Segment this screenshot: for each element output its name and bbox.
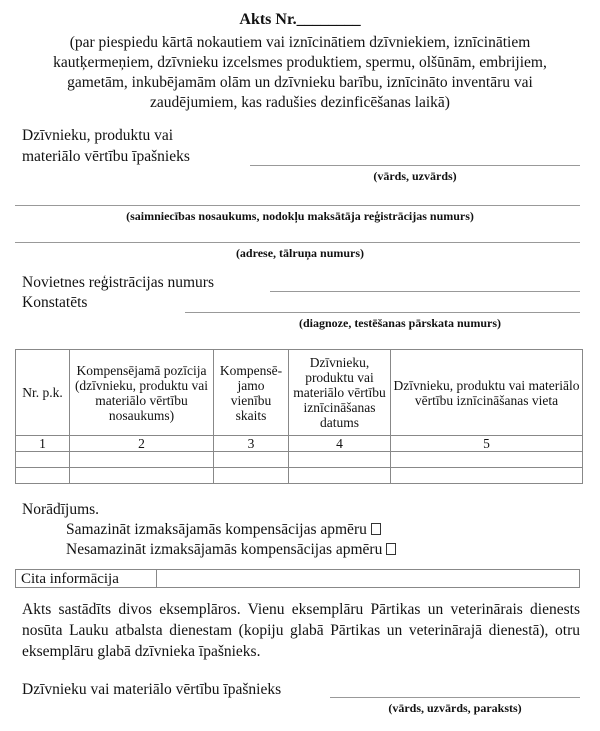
signature-line[interactable] — [330, 697, 580, 698]
owner-label: materiālo vērtību īpašnieks — [22, 148, 190, 165]
registration-label: Novietnes reģistrācijas numurs — [22, 274, 214, 291]
header-cell: Nr. p.k. — [16, 350, 70, 436]
table-row — [16, 452, 583, 468]
empty-cell[interactable] — [16, 468, 70, 484]
owner-name-hint: (vārds, uzvārds) — [373, 169, 457, 183]
subtitle-line: (par piespiedu kārtā nokautiem vai iznīcinātiem dzīvniekiem, iznīcinātiem — [69, 34, 531, 51]
option-not-reduce[interactable] — [66, 540, 396, 559]
registration-line[interactable] — [270, 291, 580, 292]
found-line[interactable] — [185, 312, 580, 313]
header-cell: Dzīvnieku, produktu vai materiālo vērtību iznīcināšanas vieta — [391, 350, 583, 436]
number-cell: 4 — [289, 436, 391, 452]
header-cell: Kompensē-jamo vienību skaits — [214, 350, 289, 436]
address-line[interactable] — [15, 242, 580, 243]
header-cell: Kompensējamā pozīcija (dzīvnieku, produktu vai materiālo vērtību nosaukums) — [70, 350, 214, 436]
subtitle-line: zaudējumiem, kas radušies dezinficēšanas laikā) — [150, 94, 450, 111]
subtitle-line: kautķermeņiem, dzīvnieku izcelsmes produktiem, spermu, olšūnām, embrijiem, — [53, 54, 547, 71]
compensation-table — [15, 349, 583, 484]
found-label: Konstatēts — [22, 294, 88, 311]
document-title: Akts Nr.________ — [239, 11, 361, 28]
address-hint: (adrese, tālruņa numurs) — [235, 246, 365, 260]
other-info-box — [15, 569, 580, 588]
table-row — [16, 468, 583, 484]
other-info-label: Cita informācija — [21, 571, 119, 587]
subtitle-line: gametām, inkubējamām olām un dzīvnieku barību, iznīcināto inventāru vai — [67, 74, 533, 91]
owner-label: Dzīvnieku, produktu vai — [22, 127, 174, 144]
number-cell: 5 — [391, 436, 583, 452]
other-info-field[interactable] — [156, 570, 579, 587]
empty-cell[interactable] — [289, 452, 391, 468]
found-hint: (diagnoze, testēšanas pārskata numurs) — [298, 316, 501, 330]
option-reduce-label: Samazināt izmaksājamās kompensācijas apmēru — [66, 521, 367, 538]
company-hint: (saimniecības nosaukums, nodokļu maksātāja reģistrācijas numurs) — [126, 209, 474, 223]
signature-label: Dzīvnieku vai materiālo vērtību īpašnieks — [22, 681, 282, 698]
option-not-reduce-label: Nesamazināt izmaksājamās kompensācijas apmēru — [66, 541, 383, 558]
empty-cell[interactable] — [16, 452, 70, 468]
empty-cell[interactable] — [214, 468, 289, 484]
checkbox-icon[interactable] — [371, 523, 381, 535]
owner-name-line[interactable] — [250, 165, 580, 166]
checkbox-icon[interactable] — [386, 543, 396, 555]
number-cell: 1 — [16, 436, 70, 452]
signature-hint: (vārds, uzvārds, paraksts) — [388, 701, 522, 715]
empty-cell[interactable] — [391, 468, 583, 484]
number-cell: 2 — [70, 436, 214, 452]
empty-cell[interactable] — [70, 468, 214, 484]
copies-paragraph: Akts sastādīts divos eksemplāros. Vienu eksemplāru Pārtikas un veterinārais dienests nosūta Lauku atbalsta dienestam (kopiju glabā Pārtikas un veterinārajā dienestā), otru eksemplāru glabā dzīvnieka īpašnieks. — [22, 601, 580, 660]
empty-cell[interactable] — [289, 468, 391, 484]
empty-cell[interactable] — [214, 452, 289, 468]
company-line[interactable] — [15, 205, 580, 206]
empty-cell[interactable] — [70, 452, 214, 468]
number-cell: 3 — [214, 436, 289, 452]
option-reduce[interactable] — [66, 520, 381, 539]
header-cell: Dzīvnieku, produktu vai materiālo vērtību iznīcināšanas datums — [289, 350, 391, 436]
instruction-label: Norādījums. — [22, 501, 100, 518]
empty-cell[interactable] — [391, 452, 583, 468]
